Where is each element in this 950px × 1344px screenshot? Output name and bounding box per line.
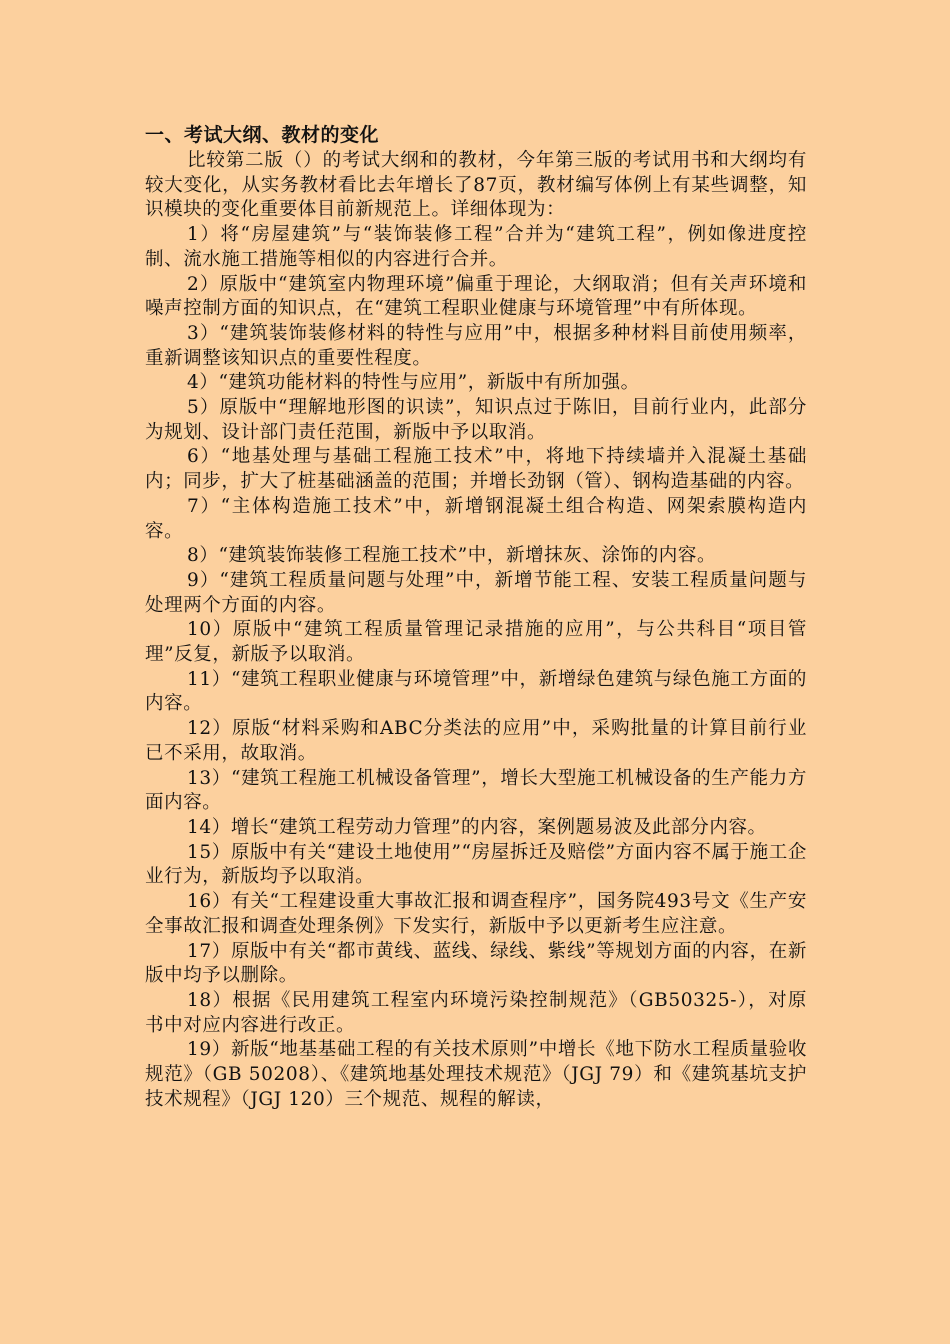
- section-heading: 一、考试大纲、教材的变化: [145, 124, 380, 146]
- list-item-11: 11）“建筑工程职业健康与环境管理”中，新增绿色建筑与绿色施工方面的内容。: [145, 668, 807, 715]
- list-item-5: 5）原版中“理解地形图的识读”，知识点过于陈旧，目前行业内，此部分为规划、设计部门责任范围，新版中予以取消。: [145, 397, 807, 443]
- list-item-3: 3）“建筑装饰装修材料的特性与应用”中，根据多种材料目前使用频率，重新调整该知识点的重要性程度。: [145, 322, 807, 369]
- list-item-8: 8）“建筑装饰装修工程施工技术”中，新增抹灰、涂饰的内容。: [187, 545, 717, 567]
- list-item-2: 2）原版中“建筑室内物理环境”偏重于理论，大纲取消；但有关声环境和噪声控制方面的知识点，在“建筑工程职业健康与环境管理”中有所体现。: [145, 273, 807, 320]
- list-item-14: 14）增长“建筑工程劳动力管理”的内容，案例题易波及此部分内容。: [187, 816, 767, 838]
- list-item-1: 1）将“房屋建筑”与“装饰装修工程”合并为“建筑工程”，例如像进度控制、流水施工措施等相似的内容进行合并。: [145, 224, 807, 270]
- list-item-10: 10）原版中“建筑工程质量管理记录措施的应用”，与公共科目“项目管理”反复，新版予以取消。: [145, 619, 807, 666]
- list-item-6: 6）“地基处理与基础工程施工技术”中，将地下持续墙并入混凝土基础内；同步，扩大了桩基础涵盖的范围；并增长劲钢（管）、钢构造基础的内容。: [145, 446, 807, 493]
- list-item-4: 4）“建筑功能材料的特性与应用”，新版中有所加强。: [187, 372, 640, 394]
- list-item-18: 18）根据《民用建筑工程室内环境污染控制规范》（GB50325-），对原书中对应内容进行改正。: [145, 989, 807, 1036]
- list-item-9: 9）“建筑工程质量问题与处理”中，新增节能工程、安装工程质量问题与处理两个方面的内容。: [145, 569, 807, 616]
- list-item-16: 16）有关“工程建设重大事故汇报和调查程序”，国务院493号文《生产安全事故汇报和调查处理条例》下发实行，新版中予以更新考生应注意。: [145, 891, 807, 937]
- document-page: [145, 123, 807, 1112]
- list-item-19: 19）新版“地基基础工程的有关技术原则”中增长《地下防水工程质量验收规范》（GB 50208）、《建筑地基处理技术规范》（JGJ 79）和《建筑基坑支护技术规程》（JGJ 120）三个规范、规程的解读，: [145, 1039, 807, 1110]
- list-item-15: 15）原版中有关“建设土地使用”“房屋拆迁及赔偿”方面内容不属于施工企业行为，新版均予以取消。: [145, 841, 807, 888]
- intro-paragraph: 比较第二版（）的考试大纲和的教材，今年第三版的考试用书和大纲均有较大变化，从实务教材看比去年增长了87页，教材编写体例上有某些调整，知识模块的变化重要体目前新规范上。详细体现为：: [145, 150, 807, 221]
- list-item-7: 7）“主体构造施工技术”中，新增钢混凝土组合构造、网架索膜构造内容。: [145, 495, 807, 542]
- list-item-13: 13）“建筑工程施工机械设备管理”，增长大型施工机械设备的生产能力方面内容。: [145, 767, 807, 814]
- list-item-12: 12）原版“材料采购和ABC分类法的应用”中，采购批量的计算目前行业已不采用，故取消。: [145, 718, 807, 764]
- list-item-17: 17）原版中有关“都市黄线、蓝线、绿线、紫线”等规划方面的内容，在新版中均予以删除。: [145, 940, 807, 987]
